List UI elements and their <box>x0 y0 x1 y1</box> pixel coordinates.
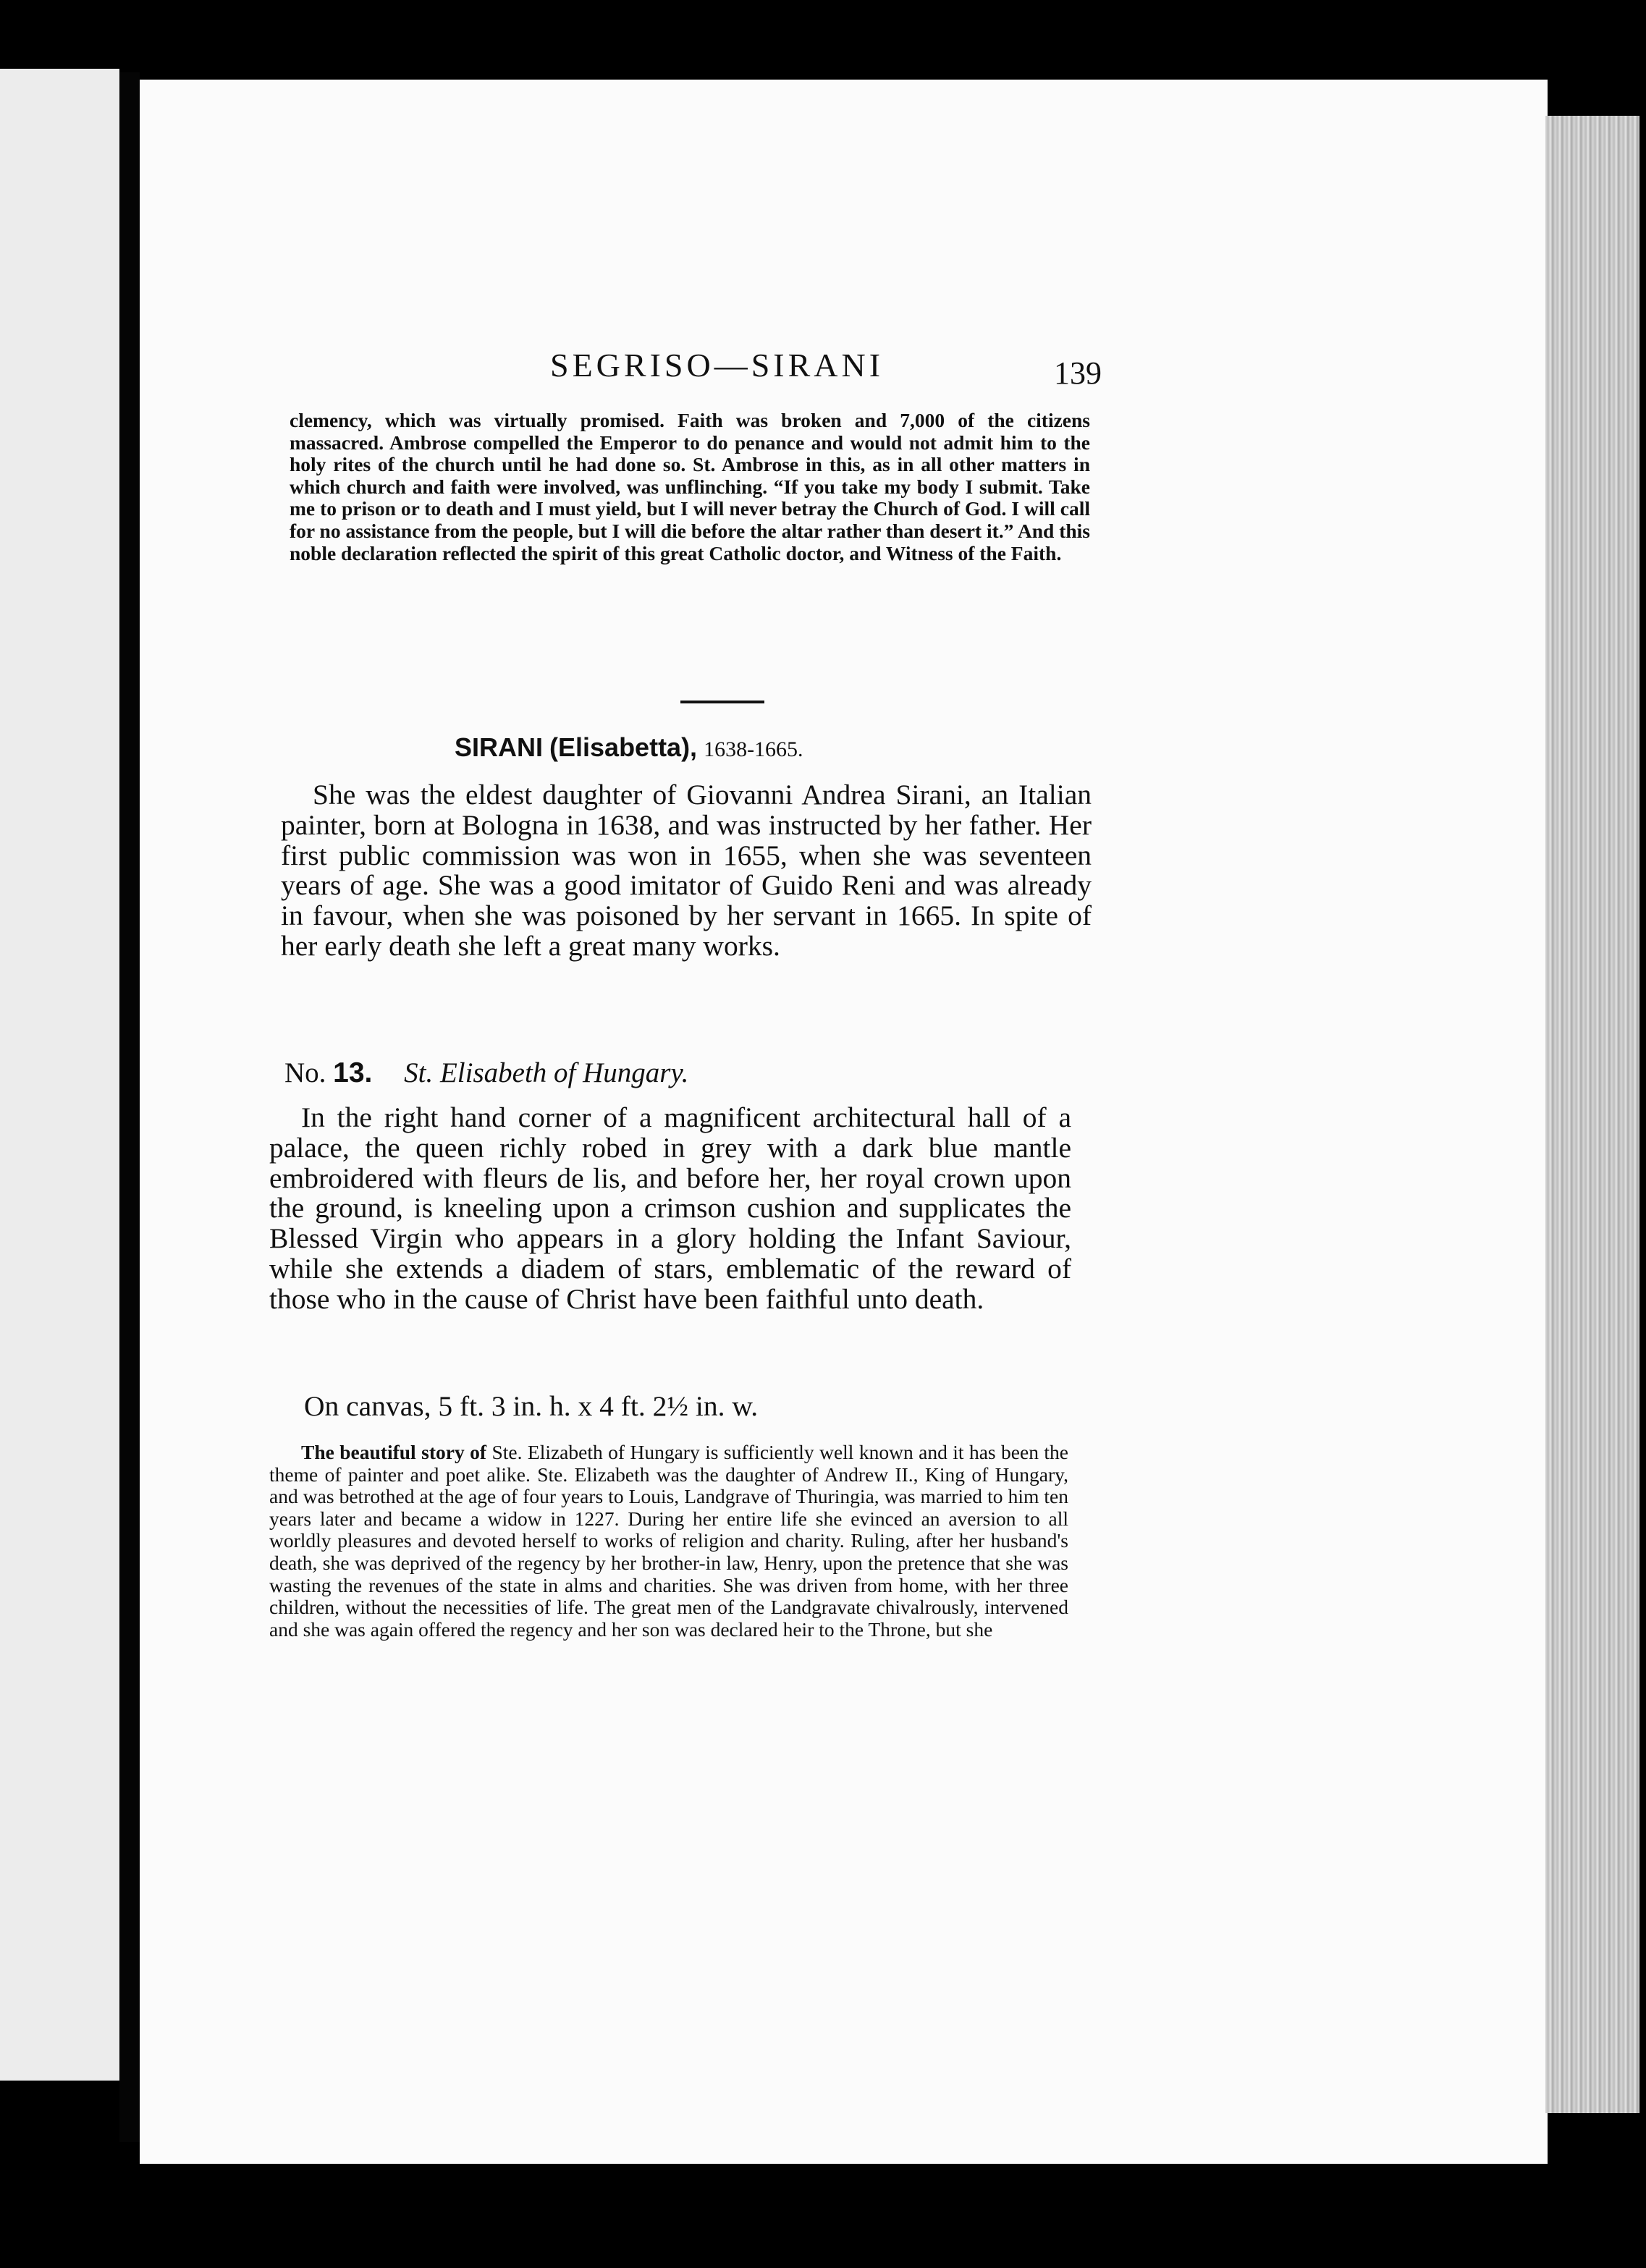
note-text: Ste. Elizabeth of Hungary is sufficiently well known and it has been the theme of painter and poet alike. Ste. Elizabeth was the daughter of Andrew II., King of Hungary, and was betrothed at the age of four years to Louis, Landgrave of Thuringia, was married to him ten years later and became a widow in 1227. During her entire life she evinced an aversion to all worldly pleasures and devoted herself to works of religion and charity. Ruling, after her husband's death, she was deprived of the regency by her brother-in law, Henry, upon the pretence that she was wasting the revenues of the state in alms and charities. She was driven from home, with her three children, without the necessities of life. The great men of the Landgravate chivalrously, intervened and she was again offered the regency and her son was declared heir to the Throne, but she <box>269 1441 1068 1641</box>
artist-given-name: (Elisabetta), <box>549 732 698 762</box>
artist-heading <box>455 732 803 763</box>
entry-number: 13. <box>333 1057 373 1088</box>
facing-page-edge <box>0 69 119 2081</box>
entry-number-label: No. <box>284 1057 326 1088</box>
artist-dates: 1638-1665. <box>704 737 803 761</box>
page-stack-edges <box>1545 116 1639 2113</box>
continuation-paragraph: clemency, which was virtually promised. Faith was broken and 7,000 of the citizens massacred. Ambrose compelled the Emperor to do penance and would not admit him to the holy rites of the church until he had done so. St. Ambrose in this, as in all other matters in which church and faith were involved, was unflinching. “If you take my body I submit. Take me to prison or to death and I must yield, but I will never betray the Church of God. I will call for no assistance from the people, but I will die before the altar rather than desert it.” And this noble declaration reflected the spirit of this great Catholic doctor, and Witness of the Faith. <box>290 409 1090 564</box>
painting-description: In the right hand corner of a magnificent architectural hall of a palace, the queen richly robed in grey with a dark blue mantle embroidered with fleurs de lis, and before her, her royal crown upon the ground, is kneeling upon a crimson cushion and supplicates the Blessed Virgin who appears in a glory holding the Infant Saviour, while she extends a diadem of stars, emblematic of the reward of those who in the cause of Christ have been faithful unto death. <box>269 1101 1071 1315</box>
painting-title: St. Elisabeth of Hungary. <box>404 1057 689 1088</box>
artist-surname: SIRANI <box>455 732 544 762</box>
note-lead-in: The beautiful story of <box>301 1441 487 1463</box>
explanatory-note <box>269 1442 1068 1641</box>
book-gutter <box>119 72 140 2142</box>
painting-medium-dimensions: On canvas, 5 ft. 3 in. h. x 4 ft. 2½ in. w. <box>304 1390 759 1422</box>
section-divider <box>680 701 764 703</box>
artist-biography: She was the eldest daughter of Giovanni Andrea Sirani, an Italian painter, born at Bologna in 1638, and was instructed by her father. Her first public commission was won in 1655, when she was seventeen years of age. She was a good imitator of Guido Reni and was already in favour, when she was poisoned by her servant in 1665. In spite of her early death she left a great many works. <box>281 779 1092 962</box>
page-number: 139 <box>1054 355 1102 391</box>
running-head: SEGRISO—SIRANI <box>550 347 885 384</box>
catalogue-entry-heading <box>284 1057 688 1089</box>
